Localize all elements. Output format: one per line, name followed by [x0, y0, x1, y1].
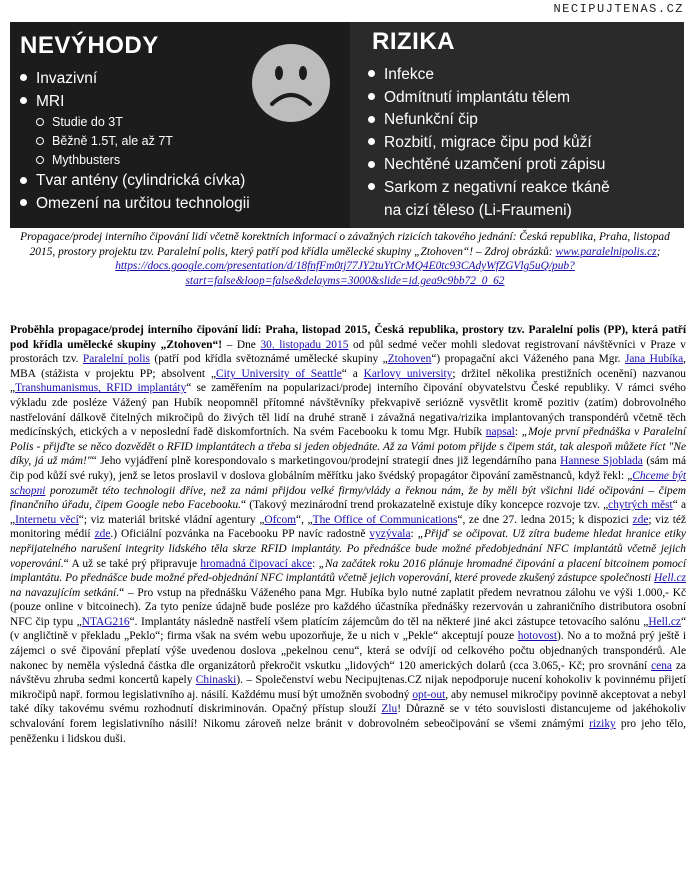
slide-list-item: [16, 113, 250, 132]
slide-list-item: [16, 91, 250, 114]
bullet-icon: [20, 97, 27, 104]
article-text: “ – Pro vstup na přednášku Váženého pana Mgr. Hubíka bylo nutné zaplatit předem nevratnou zálohu ve výši 1.000,- Kč (pouze online v bitcoinech). Za tyto peníze údajně bude posléze pro každého účastníka přednášky rezervován u zahraničního distributora osobní NFC čip typu „: [10, 586, 686, 628]
article-link[interactable]: Hell.cz: [654, 572, 686, 585]
article-text: ! Důrazně se v této souvislosti distancujeme od jakéhokoliv schvalování forem legislativního násilí! Nikomu zároveň nelze bránit v dobrovolném sebeočipování se všemi známými: [10, 703, 686, 731]
bullet-icon: [368, 93, 375, 100]
article-link[interactable]: NTAG216: [81, 615, 130, 628]
article-text: na navazujícím setkání.: [10, 586, 120, 599]
slide-list-item-label: Omezení na určitou technologii: [36, 194, 250, 212]
article-text: „Na začátek roku 2016 plánuje hromadné čipování a placení bitcoinem pomocí implantátu. Po přednášce bude možné před-objednání NFC implantátů včetně jejich voperování, které provede zkušený zástupce společnosti: [10, 557, 687, 585]
slide-list-item-label: na cizí těleso (Li-Fraumeni): [384, 201, 572, 219]
article-link[interactable]: riziky: [589, 718, 616, 731]
slide-list-item-label: Infekce: [384, 66, 434, 83]
article-text: „Moje první přednáška v Paralelní Polis - přijďte se něco dozvědět o RFID implantátech a třeba si jeden objednáte. Až za Vámi potom přijde s čipem stát, tak alespoň můžete říct "Ne díky, já už mám!": [10, 426, 686, 468]
article-paragraph: [10, 323, 686, 746]
article-text: , MBA (stážista v projektu PP; absolvent „: [10, 353, 686, 380]
article-text: “. Implantáty následně nastřelí všem platícím zájemcům do těl na některé jiné akci zástupce tetovacího salónu „: [129, 615, 649, 628]
article-link[interactable]: vyzývala: [369, 528, 411, 541]
circle-bullet-icon: [36, 118, 44, 126]
article-link[interactable]: napsal: [485, 426, 515, 439]
article-link[interactable]: Hell.cz: [648, 615, 681, 628]
article-text: “, ze dne 27. ledna 2015; k dispozici: [457, 513, 633, 526]
article-link[interactable]: Zlu: [381, 703, 398, 716]
article-text: “ (Takový mezinárodní trend prokazatelně existuje díky koncepce rozvoje tzv. „: [241, 499, 609, 512]
slide-list-item: [16, 68, 250, 91]
slide-list-item-label: Tvar antény (cylindrická cívka): [36, 172, 246, 190]
site-logo[interactable]: NECIPUJTENAS.CZ: [553, 2, 684, 16]
disadvantages-list: [16, 68, 250, 215]
circle-bullet-icon: [36, 137, 44, 145]
article-text: – Dne: [222, 338, 261, 351]
slide-list-item: [16, 132, 250, 151]
article-text: pro jeho tělo, peněženku i lidskou duši.: [10, 718, 686, 745]
caption-text: Propagace/prodej interního čipování lidí včetně korektních informací o závažných rizicích takového jednání: Česká republika, Praha, listopad 2015, prostory projektu tzv. Paralelní polis, který patří pod křídla umělecké skupiny „Ztohoven“! – Zdroj obrázků:: [20, 231, 670, 258]
article-link[interactable]: Jana Hubíka: [624, 353, 684, 366]
slide-list-item-label: Mythbusters: [52, 153, 121, 168]
article-link[interactable]: The Office of Communications: [312, 513, 458, 526]
article-text: od půl sedmé večer mohli sledovat registrovaní návštěvníci v Praze v prostorách tzv.: [10, 338, 686, 366]
article-text: porozumět této technologii dříve, než za námi přijdou velké firmy/vlády a řeknou nám, že by měli být všichni lidé očipováni – čipem finančního úřadu, čipem Google nebo Facebooku.: [10, 484, 686, 512]
slide-list-item: [16, 193, 250, 216]
slide-list-item: [16, 170, 250, 193]
article-link[interactable]: Karlovy university: [363, 367, 453, 380]
circle-bullet-icon: [36, 156, 44, 164]
article-text: :: [514, 426, 522, 439]
article-text: ; držitel několika prestižních ocenění) nazvanou „: [10, 367, 687, 395]
caption-link[interactable]: www.paralelnipolis.cz: [555, 245, 657, 258]
bullet-icon: [368, 161, 375, 168]
article-text: “ (v angličtině v překladu „Peklo“; firma však na svém webu upozorňuje, že u nich v „Pekle“ akceptují pouze: [10, 615, 686, 643]
article-body: [10, 323, 686, 746]
slide-list-item: [364, 154, 610, 177]
article-text: (sám má čip pod kůží své ruky), jenž se letos proslavil v doslova globálním měřítku jako švédský propagátor čipování zaměstnanců, když řekl: „: [10, 455, 686, 482]
slide-list-item: [364, 87, 610, 110]
article-link[interactable]: opt-out: [412, 688, 446, 701]
article-link[interactable]: City University of Seattle: [216, 367, 342, 380]
article-link[interactable]: 30. listopadu 2015: [260, 338, 349, 351]
article-link[interactable]: hotovost: [517, 630, 558, 643]
bullet-icon: [20, 177, 27, 184]
caption-text: ;: [656, 245, 661, 258]
article-link[interactable]: hromadná čipovací akce: [200, 557, 313, 570]
slide-list-item-label: Odmítnutí implantátu tělem: [384, 88, 571, 106]
slide-list-item: [364, 200, 610, 223]
article-text: “) propagační akci Váženého pana Mgr.: [431, 353, 625, 366]
article-link[interactable]: zde: [632, 513, 649, 526]
article-link[interactable]: zde: [94, 528, 111, 541]
article-text: za návštěvu zhruba sedmi koncertů kapely: [10, 659, 686, 687]
slide-list-item: [364, 64, 610, 87]
article-text: “ a: [341, 367, 364, 380]
article-text: ). – Společenství webu Necipujtenas.CZ nijak nepodporuje nucení kohokoliv k povinnému přijetí mikročipů např. formou legislativního aj. násilí. Každému musí být umožněn svobodný: [10, 674, 686, 701]
bullet-icon: [20, 74, 27, 81]
image-caption: [14, 230, 676, 288]
article-text: “ se zaměřením na popularizaci/prodej interního čipování obyvatelstvu České republiky. V rámci svého výkladu zde posléze Vážený pan Hubík neopomněl přítomné návštěvníky překvapivě seriózně vysvětlit kromě pozitiv (zatím) dobrovolného nastřelování dálkově čitelných mikročipů do živých těl lidí na druhé straně i závažná negativa/rizika implantovaných transpondérů včetně těch medicínských, etických a v neposlední řadě diskomfortních. Na svém Facebooku k tomu Mgr. Hubík: [10, 382, 686, 439]
article-text: (patří pod křídla světoznámé umělecké skupiny „: [149, 353, 388, 366]
bullet-icon: [368, 138, 375, 145]
article-text: ). No a to možná prý ještě i zájemci o své čipování přeplatí výše uvedenou doslova „pekelnou cenu“, která se odvíjí od celkového počtu objednaných transpondérů. Ale nakonec by neměla výsledná částka dle organizátorů překročit vskutku „lidových“ 120 amerických dolarů (cca 3.065,- Kč; pro srovnání: [10, 630, 686, 672]
sad-face-icon: [250, 42, 332, 124]
article-text: “ a „: [10, 499, 686, 526]
slide-list-item: [16, 151, 250, 170]
presentation-slide-image: [10, 22, 684, 228]
slide-list-item: [364, 177, 610, 200]
disadvantages-column: [10, 22, 350, 228]
slide-list-item: [364, 132, 610, 155]
bullet-icon: [368, 116, 375, 123]
article-text: “; viz materiál britské vládní agentury „: [78, 513, 265, 526]
article-text: “ A už se také prý připravuje: [63, 557, 201, 570]
slide-list-item-label: Invazivní: [36, 70, 98, 87]
article-link[interactable]: Transhumanismus, RFID implantáty: [15, 382, 187, 395]
article-text: „Přijď se očipovat. Už zítra budeme hledat hranice etiky nepřijatelného narušení integrity lidského těla skrze RFID implantáty. Po přednášce bude možné předobjednání NFC implantátů včetně jejich voperování.: [10, 528, 686, 570]
caption-link[interactable]: https://docs.google.com/presentation/d/18fnfFm0tj77JY2tuYtCrMQ4E0tc93CAdyWfZGVlg5uQ/pub?start=false&loop=false&delayms=3000&slide=id.gea9c9bb72_0_62: [115, 260, 575, 287]
risks-list: [364, 64, 610, 222]
article-text: , aby nemusel mikročipy povinně akceptovat a nebyl také díky takovému svému rozhodnutí diskriminován. Opačný přístup slouží: [10, 688, 686, 716]
article-link[interactable]: Internetu věcí: [15, 513, 79, 526]
slide-list-item: [364, 109, 610, 132]
article-text: “, „: [296, 513, 313, 526]
slide-list-item-label: MRI: [36, 92, 65, 110]
article-text: “ Jeho vyjádření plně korespondovalo s marketingovou/prodejní strategií dnes již legendárního pana: [91, 455, 561, 468]
article-text: :: [312, 557, 319, 570]
article-link[interactable]: Ofcom: [264, 513, 297, 526]
article-link[interactable]: Paralelní polis: [82, 353, 150, 366]
article-text: .) Oficiální pozvánka na Facebooku PP navíc radostně: [110, 528, 370, 541]
slide-list-item-label: Běžně 1.5T, ale až 7T: [52, 134, 173, 149]
article-text: ; viz též monitoring médií: [10, 513, 686, 541]
slide-list-item-label: Studie do 3T: [52, 115, 123, 130]
slide-list-item-label: Nefunkční čip: [384, 111, 478, 129]
slide-list-item-label: Nechtěné uzamčení proti zápisu: [384, 156, 606, 174]
article-text: Proběhla propagace/prodej interního čipování lidí: Praha, listopad 2015, Česká republika, prostory tzv. Paralelní polis (PP), která patří pod křídla umělecké skupiny „Ztohoven“!: [10, 324, 686, 351]
bullet-icon: [368, 183, 375, 190]
disadvantages-title: NEVÝHODY: [20, 32, 159, 59]
article-link[interactable]: Hannese Sjoblada: [560, 455, 643, 468]
article-link[interactable]: chytrých měst: [608, 499, 673, 512]
risks-title: RIZIKA: [372, 28, 455, 55]
article-link[interactable]: Chinaski: [195, 674, 237, 687]
bullet-icon: [20, 199, 27, 206]
article-text: :: [410, 528, 418, 541]
article-link[interactable]: cena: [651, 659, 672, 672]
bullet-icon: [368, 70, 375, 77]
article-link[interactable]: Chceme být schopni: [10, 469, 686, 497]
slide-list-item-label: Sarkom z negativní reakce tkáně: [384, 178, 610, 196]
risks-column: [350, 22, 684, 228]
slide-list-item-label: Rozbití, migrace čipu pod kůží: [384, 133, 592, 151]
article-link[interactable]: Ztohoven: [387, 353, 432, 366]
